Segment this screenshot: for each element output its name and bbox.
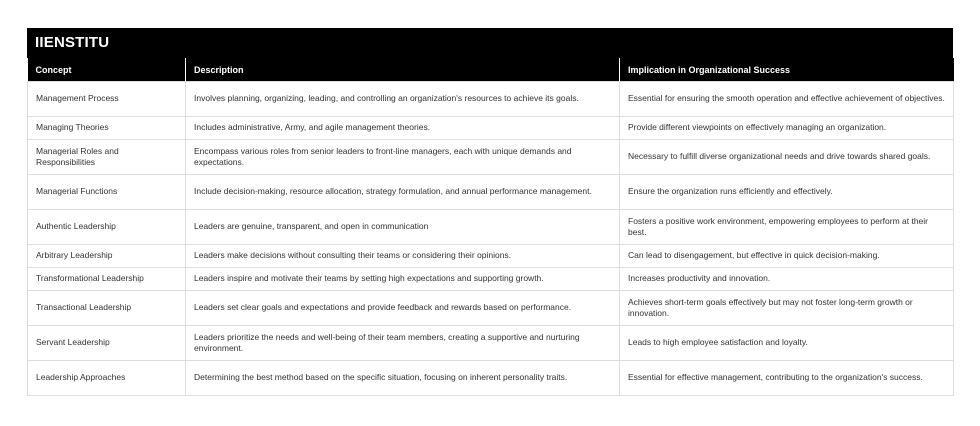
table-row: [28, 117, 954, 140]
cell-implication: Essential for effective management, contributing to the organization's success.: [620, 361, 954, 396]
cell-implication: Can lead to disengagement, but effective in quick decision-making.: [620, 245, 954, 268]
table-row: [28, 291, 954, 326]
cell-concept: Transformational Leadership: [28, 268, 186, 291]
cell-implication: Essential for ensuring the smooth operation and effective achievement of objectives.: [620, 82, 954, 117]
table-row: [28, 268, 954, 291]
cell-concept: Leadership Approaches: [28, 361, 186, 396]
cell-concept: Transactional Leadership: [28, 291, 186, 326]
cell-implication: Increases productivity and innovation.: [620, 268, 954, 291]
header-description: Description: [186, 58, 620, 82]
table-row: [28, 140, 954, 175]
cell-concept: Servant Leadership: [28, 326, 186, 361]
cell-implication: Leads to high employee satisfaction and loyalty.: [620, 326, 954, 361]
brand-title: IIENSTITU: [27, 28, 953, 58]
cell-concept: Managerial Roles and Responsibilities: [28, 140, 186, 175]
cell-implication: Fosters a positive work environment, empowering employees to perform at their best.: [620, 210, 954, 245]
table-container: [27, 28, 953, 396]
cell-concept: Arbitrary Leadership: [28, 245, 186, 268]
cell-implication: Provide different viewpoints on effectively managing an organization.: [620, 117, 954, 140]
table-row: [28, 326, 954, 361]
header-implication: Implication in Organizational Success: [620, 58, 954, 82]
cell-description: Encompass various roles from senior leaders to front-line managers, each with unique demands and expectations.: [186, 140, 620, 175]
cell-description: Leaders are genuine, transparent, and open in communication: [186, 210, 620, 245]
cell-concept: Management Process: [28, 82, 186, 117]
table-row: [28, 175, 954, 210]
cell-implication: Necessary to fulfill diverse organizational needs and drive towards shared goals.: [620, 140, 954, 175]
table-row: [28, 82, 954, 117]
cell-description: Leaders inspire and motivate their teams by setting high expectations and supporting growth.: [186, 268, 620, 291]
cell-implication: Ensure the organization runs efficiently and effectively.: [620, 175, 954, 210]
cell-implication: Achieves short-term goals effectively but may not foster long-term growth or innovation.: [620, 291, 954, 326]
cell-description: Involves planning, organizing, leading, and controlling an organization's resources to achieve its goals.: [186, 82, 620, 117]
cell-description: Leaders set clear goals and expectations and provide feedback and rewards based on performance.: [186, 291, 620, 326]
cell-description: Leaders prioritize the needs and well-being of their team members, creating a supportive and nurturing environment.: [186, 326, 620, 361]
header-concept: Concept: [28, 58, 186, 82]
table-header-row: [28, 58, 954, 82]
cell-description: Leaders make decisions without consulting their teams or considering their opinions.: [186, 245, 620, 268]
cell-description: Determining the best method based on the specific situation, focusing on inherent personality traits.: [186, 361, 620, 396]
table-row: [28, 361, 954, 396]
cell-concept: Managerial Functions: [28, 175, 186, 210]
table-row: [28, 245, 954, 268]
cell-concept: Managing Theories: [28, 117, 186, 140]
cell-concept: Authentic Leadership: [28, 210, 186, 245]
table-row: [28, 210, 954, 245]
cell-description: Include decision-making, resource allocation, strategy formulation, and annual performance management.: [186, 175, 620, 210]
cell-description: Includes administrative, Army, and agile management theories.: [186, 117, 620, 140]
concepts-table: [27, 58, 954, 396]
